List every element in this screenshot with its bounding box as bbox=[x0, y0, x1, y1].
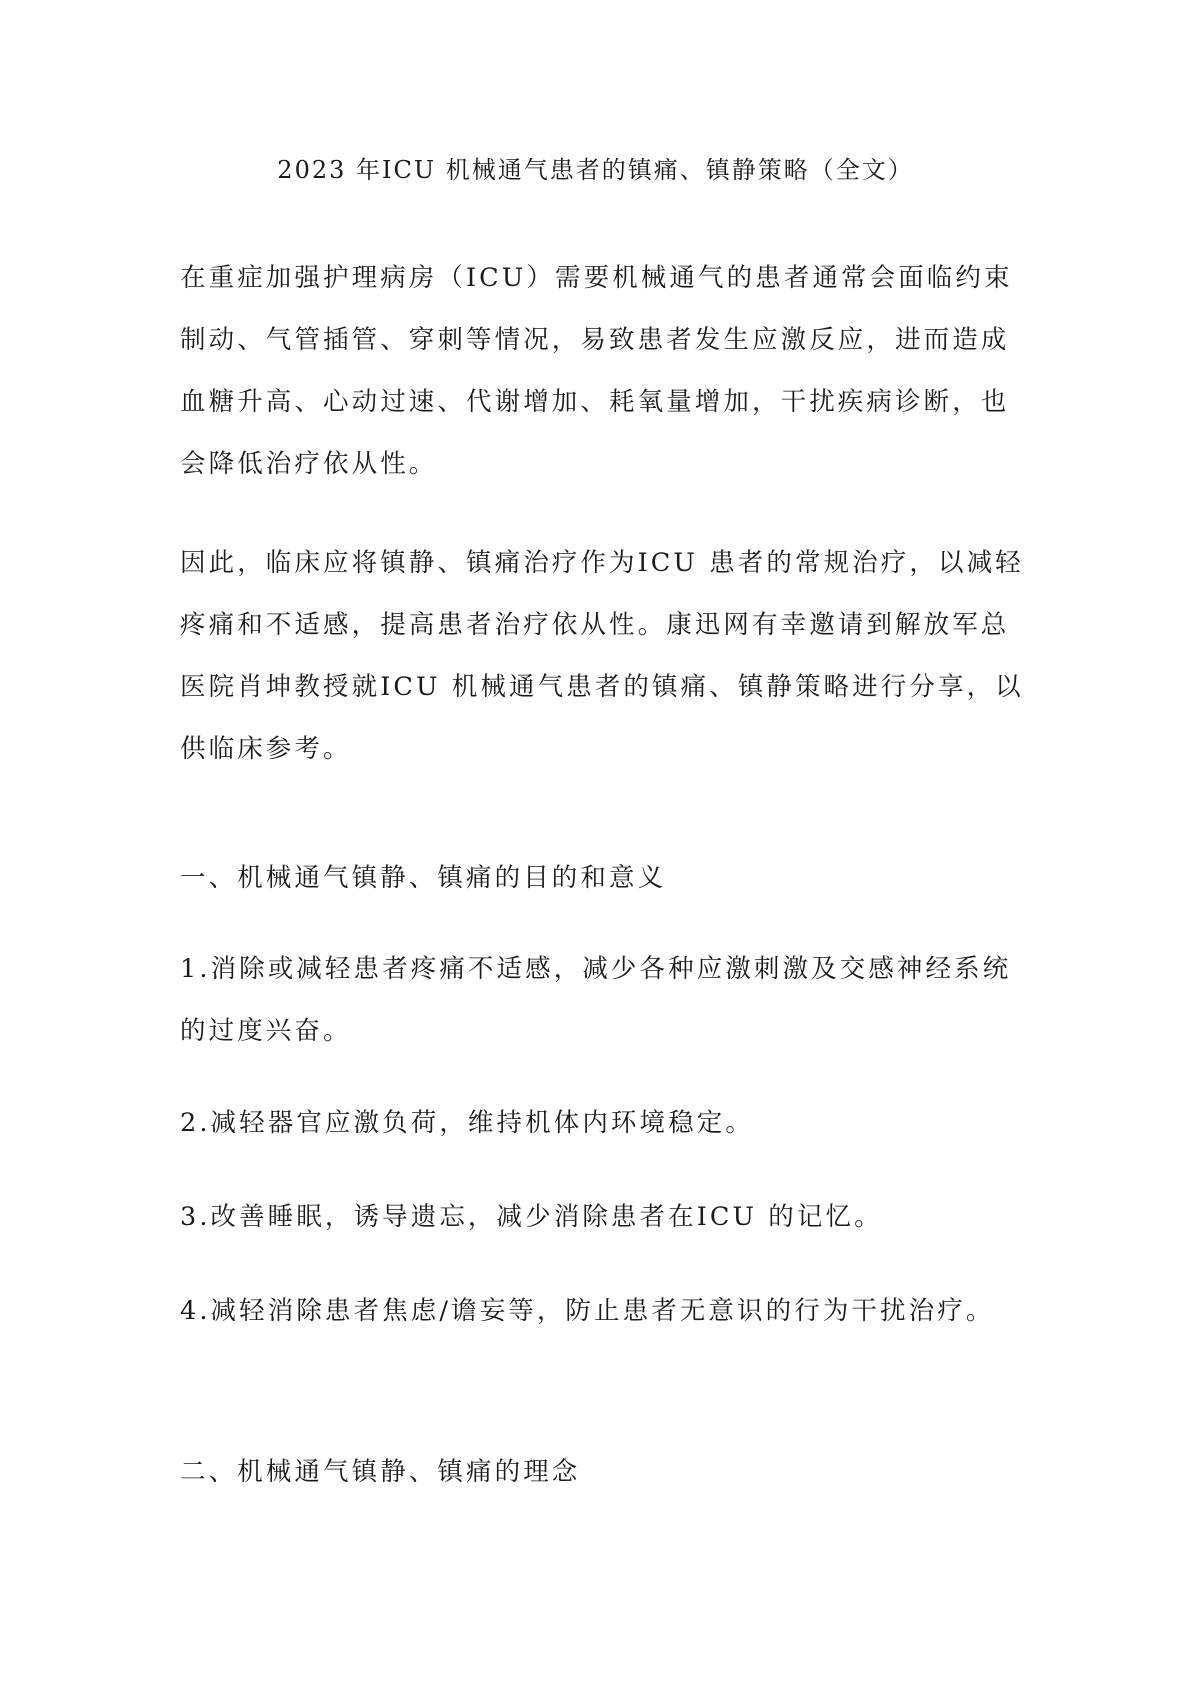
text-line: 2.减轻器官应激负荷，维持机体内环境稳定。 bbox=[180, 1108, 754, 1138]
second-paragraph bbox=[180, 532, 1024, 780]
text-line: 医院肖坤教授就ICU 机械通气患者的镇痛、镇静策略进行分享，以 bbox=[180, 672, 1024, 702]
document-title: 2023 年ICU 机械通气患者的镇痛、镇静策略（全文） bbox=[277, 156, 914, 184]
text-line: 1.消除或减轻患者疼痛不适感，减少各种应激刺激及交感神经系统 bbox=[180, 954, 1012, 984]
text-line: 疼痛和不适感，提高患者治疗依从性。康迅网有幸邀请到解放军总 bbox=[180, 610, 1010, 640]
heading-text: 二、机械通气镇静、镇痛的理念 bbox=[180, 1457, 581, 1487]
text-line: 3.改善睡眠，诱导遗忘，减少消除患者在ICU 的记忆。 bbox=[180, 1202, 883, 1232]
list-item-4 bbox=[180, 1280, 1010, 1342]
text-line: 在重症加强护理病房（ICU）需要机械通气的患者通常会面临约束 bbox=[180, 263, 1013, 293]
text-line: 会降低治疗依从性。 bbox=[180, 449, 438, 479]
list-item-2 bbox=[180, 1092, 1010, 1154]
text-line: 4.减轻消除患者焦虑/谵妄等，防止患者无意识的行为干扰治疗。 bbox=[180, 1296, 995, 1326]
text-line: 血糖升高、心动过速、代谢增加、耗氧量增加，干扰疾病诊断，也 bbox=[180, 387, 1010, 417]
section-heading-2 bbox=[180, 1441, 1010, 1503]
heading-text: 一、机械通气镇静、镇痛的目的和意义 bbox=[180, 863, 667, 893]
section-heading-1 bbox=[180, 847, 1010, 909]
list-item-1 bbox=[180, 938, 1010, 1062]
text-line: 因此，临床应将镇静、镇痛治疗作为ICU 患者的常规治疗，以减轻 bbox=[180, 548, 1024, 578]
list-item-3 bbox=[180, 1186, 1010, 1248]
text-line: 供临床参考。 bbox=[180, 734, 352, 764]
text-line: 的过度兴奋。 bbox=[180, 1016, 352, 1046]
intro-paragraph bbox=[180, 247, 1013, 495]
text-line: 制动、气管插管、穿刺等情况，易致患者发生应激反应，进而造成 bbox=[180, 325, 1010, 355]
